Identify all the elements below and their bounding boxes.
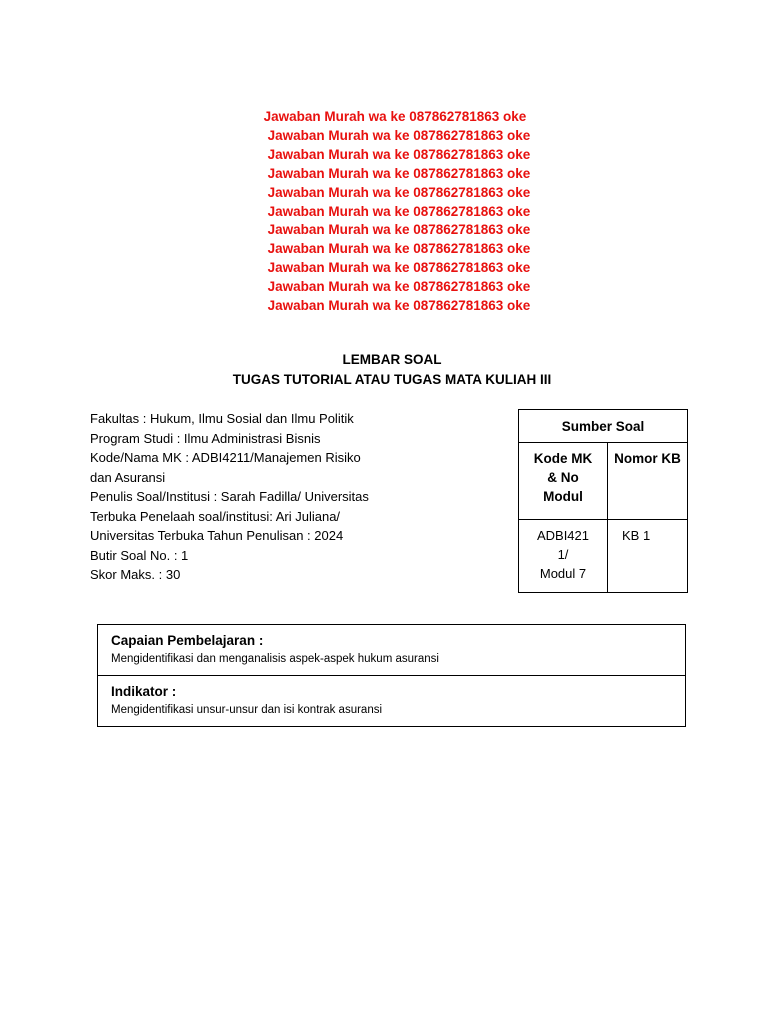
learning-outcome-title: Capaian Pembelajaran : bbox=[111, 633, 264, 648]
promo-line: Jawaban Murah wa ke 087862781863 oke bbox=[263, 109, 527, 124]
header-line: & No bbox=[547, 470, 579, 485]
promo-line: Jawaban Murah wa ke 087862781863 oke bbox=[267, 127, 531, 143]
indicator-text: Mengidentifikasi unsur-unsur dan isi kontrak asuransi bbox=[111, 704, 383, 716]
info-year: Universitas Terbuka Tahun Penulisan : 2024 bbox=[90, 528, 344, 543]
promo-line: Jawaban Murah wa ke 087862781863 oke bbox=[267, 184, 531, 200]
promo-line: Jawaban Murah wa ke 087862781863 oke bbox=[267, 260, 531, 276]
info-author: Penulis Soal/Institusi : Sarah Fadilla/ Universitas bbox=[90, 489, 369, 504]
source-course-value bbox=[519, 520, 608, 593]
course-info bbox=[90, 409, 390, 585]
value-line: Modul 7 bbox=[539, 566, 587, 581]
info-max-score: Skor Maks. : 30 bbox=[90, 567, 181, 582]
value-line: 1/ bbox=[557, 547, 569, 562]
source-col-kb-header: Nomor KB bbox=[608, 443, 688, 520]
learning-outcome-section bbox=[98, 625, 685, 675]
info-reviewer: Terbuka Penelaah soal/institusi: Ari Juliana/ bbox=[90, 508, 341, 524]
source-table-title: Sumber Soal bbox=[519, 410, 688, 443]
source-col-course-header bbox=[519, 443, 608, 520]
source-kb-value: KB 1 bbox=[608, 520, 688, 593]
promo-line: Jawaban Murah wa ke 087862781863 oke bbox=[267, 146, 531, 162]
indicator-title: Indikator : bbox=[111, 684, 177, 699]
info-faculty: Fakultas : Hukum, Ilmu Sosial dan Ilmu Politik bbox=[90, 411, 354, 426]
heading-title: LEMBAR SOAL bbox=[342, 352, 442, 367]
info-item-number: Butir Soal No. : 1 bbox=[90, 547, 189, 563]
document-heading bbox=[0, 350, 768, 390]
info-study-program: Program Studi : Ilmu Administrasi Bisnis bbox=[90, 430, 321, 446]
info-course-code-cont: dan Asuransi bbox=[90, 469, 166, 485]
heading-subtitle: TUGAS TUTORIAL ATAU TUGAS MATA KULIAH III bbox=[232, 372, 552, 387]
header-line: Modul bbox=[543, 489, 583, 504]
indicator-section bbox=[98, 675, 685, 726]
promo-line: Jawaban Murah wa ke 087862781863 oke bbox=[267, 241, 531, 257]
value-line: ADBI421 bbox=[536, 528, 590, 543]
header-line: Kode MK bbox=[533, 451, 593, 466]
promo-text-block bbox=[0, 108, 768, 316]
promo-line: Jawaban Murah wa ke 087862781863 oke bbox=[267, 165, 531, 181]
source-table bbox=[518, 409, 688, 593]
promo-line: Jawaban Murah wa ke 087862781863 oke bbox=[267, 222, 531, 238]
learning-outcome-text: Mengidentifikasi dan menganalisis aspek-aspek hukum asuransi bbox=[111, 653, 439, 665]
promo-line: Jawaban Murah wa ke 087862781863 oke bbox=[267, 203, 531, 219]
info-course-code: Kode/Nama MK : ADBI4211/Manajemen Risiko bbox=[90, 450, 361, 465]
promo-line: Jawaban Murah wa ke 087862781863 oke bbox=[267, 279, 531, 295]
promo-line: Jawaban Murah wa ke 087862781863 oke bbox=[267, 298, 531, 314]
learning-box bbox=[97, 624, 686, 727]
